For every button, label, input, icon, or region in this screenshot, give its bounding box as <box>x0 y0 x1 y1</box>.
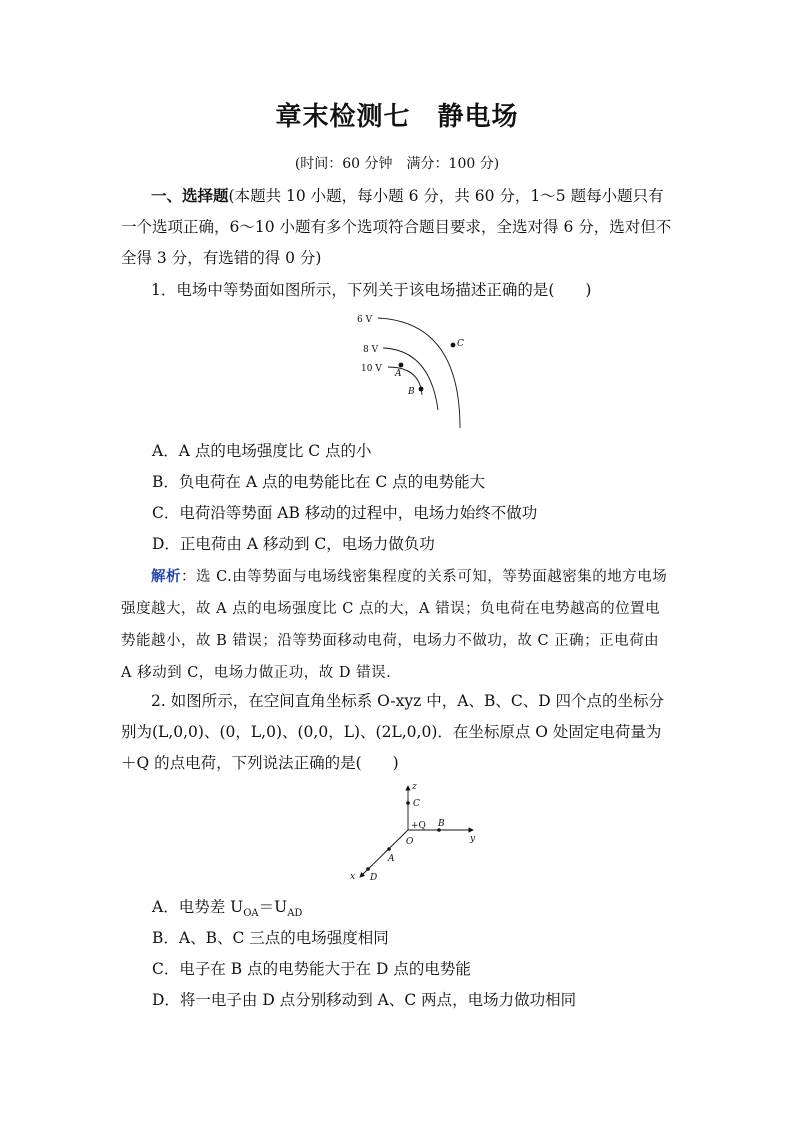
section-instructions-text: (本题共 10 小题，每小题 6 分，共 60 分，1～5 题每小题只有一个选项正确，6～10 小题有多个选项符合题目要求，全选对得 6 分，选对但不全得 3 分，有选错的得 0 分) <box>121 187 672 267</box>
label-6v: 6 V <box>357 315 373 325</box>
equipotential-10v-curve <box>388 367 422 395</box>
section-heading: 一、选择题 <box>151 186 229 205</box>
label-point-c: C <box>457 339 464 349</box>
q2-option-d: D．将一电子由 D 点分别移动到 A、C 两点，电场力做功相同 <box>152 991 577 1009</box>
label-10v: 10 V <box>361 364 382 374</box>
equipotential-6v-curve <box>378 318 460 428</box>
q2-option-a-sub2: AD <box>287 908 303 920</box>
label-point-a: A <box>388 854 395 864</box>
page-title: 章末检测七 静电场 <box>275 102 519 132</box>
q2-option-a-sub1: OA <box>243 908 259 920</box>
label-axis-x: x <box>350 872 356 882</box>
question-2-stem: 2. 如图所示，在空间直角坐标系 O-xyz 中，A、B、C、D 四个点的坐标分别为(L,0,0)、(0，L,0)、(0,0，L)、(2L,0,0)．在坐标原点 O 处固定电荷量为＋Q 的点电荷，下列说法正确的是( ) <box>121 692 665 772</box>
label-point-b: B <box>408 387 415 397</box>
q1-option-b: B．负电荷在 A 点的电势能比在 C 点的电势能大 <box>152 473 486 491</box>
q2-option-c: C．电子在 B 点的电势能大于在 D 点的电势能 <box>152 960 471 978</box>
label-axis-y: y <box>470 834 476 844</box>
q2-option-a <box>152 897 302 924</box>
q1-solution <box>121 561 675 689</box>
page-subtitle: (时间：60 分钟 满分：100 分) <box>294 156 500 172</box>
q2-option-a-prefix: A．电势差 U <box>152 898 244 916</box>
label-point-a: A <box>395 369 402 379</box>
solution-label: 解析 <box>151 568 181 585</box>
point-a-dot <box>399 363 404 368</box>
q2-option-a-mid: ＝U <box>258 898 288 916</box>
point-c-dot <box>451 343 456 348</box>
solution-text: ：选 C.由等势面与电场线密集程度的关系可知，等势面越密集的地方电场强度越大，故 A 点的电场强度比 C 点的大，A 错误；负电荷在电势越高的位置电势能越小，故 B 错误；沿等势面移动电荷，电场力不做功，故 C 正确；正电荷由 A 移动到 C，电场力做正功，故 D 错误. <box>121 569 668 681</box>
q1-option-a: A．A 点的电场强度比 C 点的小 <box>152 442 372 460</box>
label-origin: O <box>406 837 414 847</box>
equipotential-8v-curve <box>383 348 438 410</box>
q2-option-b: B．A、B、C 三点的电场强度相同 <box>152 929 389 947</box>
point-a-dot <box>387 847 391 851</box>
label-point-d: D <box>370 873 378 883</box>
section-instructions <box>121 180 675 274</box>
point-c-dot <box>406 801 410 805</box>
question-1-stem: 1．电场中等势面如图所示，下列关于该电场描述正确的是( ) <box>151 281 592 299</box>
label-charge: +Q <box>411 821 426 831</box>
coordinate-system-figure <box>343 778 483 886</box>
label-8v: 8 V <box>363 345 379 355</box>
point-d-dot <box>366 867 370 871</box>
point-b-dot <box>419 387 424 392</box>
q1-option-c: C．电荷沿等势面 AB 移动的过程中，电场力始终不做功 <box>152 504 538 522</box>
label-point-c: C <box>413 799 420 809</box>
label-axis-z: z <box>412 782 417 792</box>
label-point-b: B <box>438 819 445 829</box>
equipotential-figure <box>350 308 475 430</box>
q1-option-d: D．正电荷由 A 移动到 C，电场力做负功 <box>152 535 435 553</box>
